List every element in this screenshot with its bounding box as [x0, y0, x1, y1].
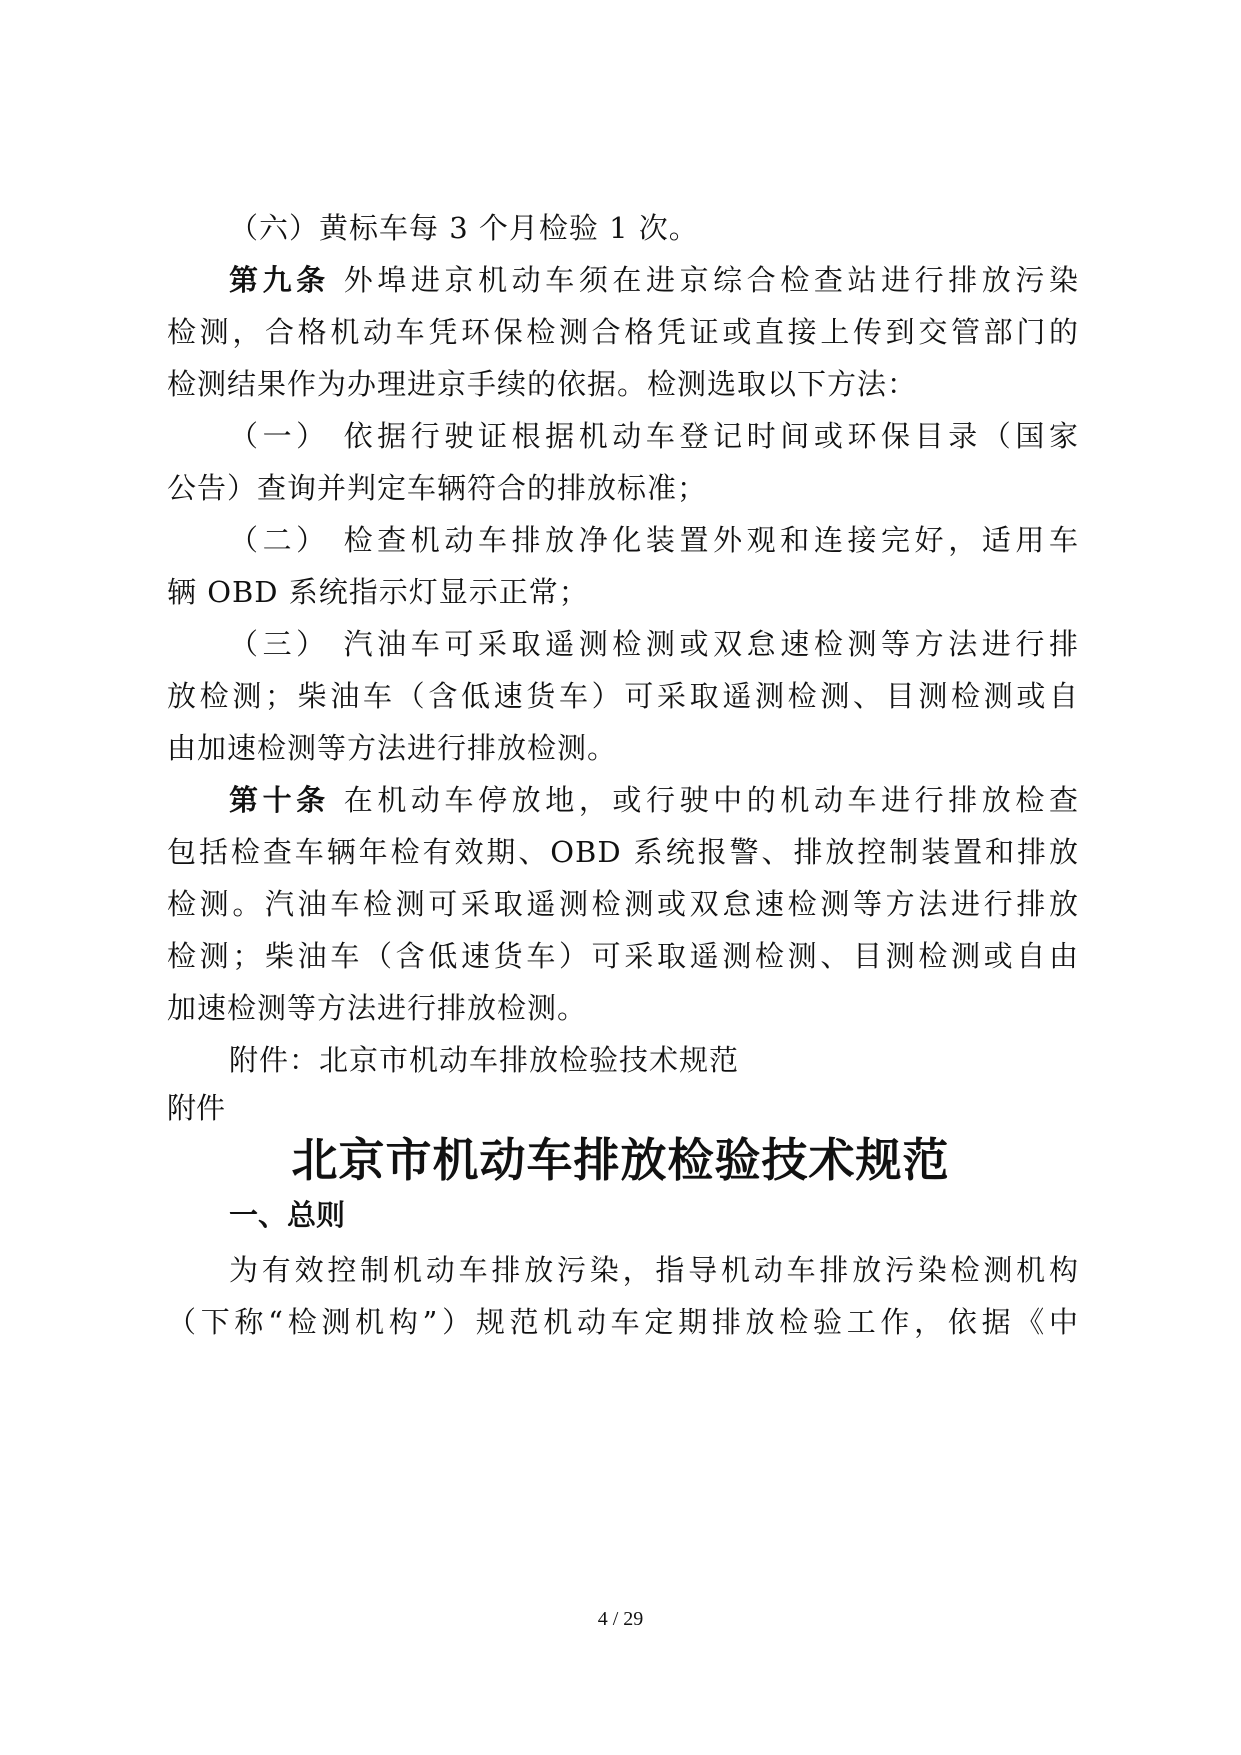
intro-line-2: （下称“检测机构”）规范机动车定期排放检验工作，依据《中 [167, 1305, 1079, 1339]
article-9-line-1 [167, 250, 1079, 310]
article-10-heading: 第十条 [229, 783, 330, 817]
article-9-heading: 第九条 [229, 263, 330, 297]
article-10-line-1 [167, 770, 1079, 830]
article-9-line-2: 检测，合格机动车凭环保检测合格凭证或直接上传到交管部门的 [167, 315, 1079, 349]
page-number: 4 / 29 [597, 1608, 644, 1630]
annex-label: 附件 [167, 1091, 226, 1125]
article-10-line-5: 加速检测等方法进行排放检测。 [167, 991, 588, 1025]
method-2-line-1: （二） 检查机动车排放净化装置外观和连接完好，适用车 [229, 523, 1079, 557]
article-9-text: 外埠进京机动车须在进京综合检查站进行排放污染 [343, 263, 1079, 297]
method-3-line-1: （三） 汽油车可采取遥测检测或双怠速检测等方法进行排 [229, 627, 1079, 661]
method-1-line-1: （一） 依据行驶证根据机动车登记时间或环保目录（国家 [229, 419, 1079, 453]
annex-title: 北京市机动车排放检验技术规范 [291, 1133, 950, 1187]
article-10-line-3: 检测。汽油车检测可采取遥测检测或双怠速检测等方法进行排放 [167, 887, 1079, 921]
method-2-line-2: 辆 OBD 系统指示灯显示正常； [167, 575, 589, 609]
section-heading-general: 一、总则 [229, 1198, 346, 1232]
article-10-line-4: 检测；柴油车（含低速货车）可采取遥测检测、目测检测或自由 [167, 939, 1079, 973]
method-3-line-3: 由加速检测等方法进行排放检测。 [167, 731, 618, 765]
article-10-line-2: 包括检查车辆年检有效期、OBD 系统报警、排放控制装置和排放 [167, 835, 1079, 869]
attachment-note: 附件：北京市机动车排放检验技术规范 [229, 1043, 740, 1077]
intro-line-1: 为有效控制机动车排放污染，指导机动车排放污染检测机构 [229, 1253, 1079, 1287]
paragraph-line-item-6: （六）黄标车每 3 个月检验 1 次。 [229, 211, 699, 245]
article-9-line-3: 检测结果作为办理进京手续的依据。检测选取以下方法： [167, 367, 918, 401]
method-1-line-2: 公告）查询并判定车辆符合的排放标准； [167, 471, 708, 505]
article-10-text: 在机动车停放地，或行驶中的机动车进行排放检查 [343, 783, 1079, 817]
method-3-line-2: 放检测；柴油车（含低速货车）可采取遥测检测、目测检测或自 [167, 679, 1079, 713]
